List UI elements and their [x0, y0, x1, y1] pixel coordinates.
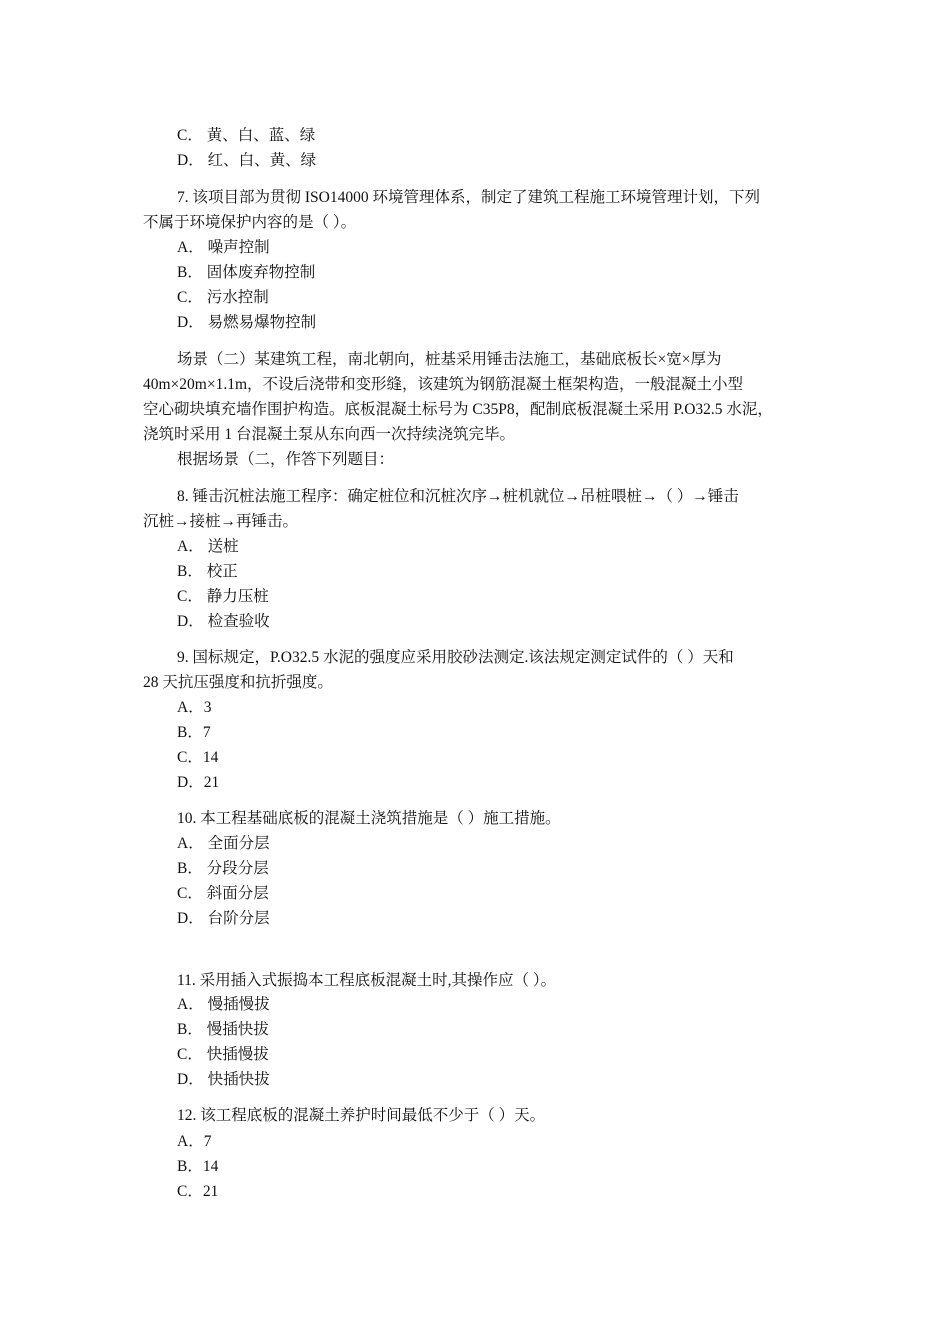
q12-stem: 12. 该工程底板的混凝土养护时间最低不少于（ ）天。 [177, 1107, 546, 1124]
q12-option-c: C．21 [177, 1183, 219, 1200]
scenario2-instruction: 根据场景（二，作答下列题目： [177, 451, 395, 468]
q9-option-c: C．14 [177, 749, 219, 766]
q12-option-a: A．7 [177, 1133, 212, 1150]
q7-stem-line2: 不属于环境保护内容的是（ ）。 [143, 214, 357, 231]
q7-stem-line1: 7. 该项目部为贯彻 ISO14000 环境管理体系，制定了建筑工程施工环境管理计划，下列 [177, 189, 760, 206]
scenario2-line2: 40m×20m×1.1m，不设后浇带和变形缝，该建筑为钢筋混凝土框架构造，一般混凝土小型 [143, 376, 744, 393]
q11-option-b: B． 慢插快拔 [177, 1021, 269, 1038]
q11-stem: 11. 采用插入式振捣本工程底板混凝土时,其操作应（ ）。 [177, 972, 557, 989]
q10-option-d: D． 台阶分层 [177, 910, 270, 927]
scenario2-line1: 场景（二）某建筑工程，南北朝向，桩基采用锤击法施工，基础底板长×宽×厚为 [177, 351, 722, 368]
q6-option-d: D． 红、白、黄、绿 [177, 152, 317, 169]
q11-option-c: C． 快插慢拔 [177, 1046, 269, 1063]
q11-option-d: D． 快插快拔 [177, 1071, 270, 1088]
q8-option-d: D． 检查验收 [177, 613, 270, 630]
q10-stem: 10. 本工程基础底板的混凝土浇筑措施是（ ）施工措施。 [177, 810, 561, 827]
q9-option-a: A．3 [177, 699, 212, 716]
q8-option-b: B． 校正 [177, 563, 238, 580]
q7-option-d: D． 易燃易爆物控制 [177, 314, 317, 331]
q11-option-a: A． 慢插慢拔 [177, 996, 270, 1013]
q9-option-b: B．7 [177, 724, 211, 741]
q6-option-c: C． 黄、白、蓝、绿 [177, 127, 316, 144]
q8-stem-line2: 沉桩→接桩→再锤击。 [143, 513, 299, 530]
q9-stem-line1: 9. 国标规定，P.O32.5 水泥的强度应采用胶砂法测定.该法规定测定试件的（ ）天和 [177, 649, 734, 666]
q10-option-b: B． 分段分层 [177, 860, 269, 877]
scenario2-line3: 空心砌块填充墙作围护构造。底板混凝土标号为 C35P8，配制底板混凝土采用 P.O32.5 水泥， [143, 401, 773, 418]
q8-option-a: A． 送桩 [177, 538, 239, 555]
q7-option-c: C． 污水控制 [177, 289, 269, 306]
q10-option-a: A． 全面分层 [177, 835, 270, 852]
q8-option-c: C． 静力压桩 [177, 588, 269, 605]
scenario2-line4: 浇筑时采用 1 台混凝土泵从东向西一次持续浇筑完毕。 [143, 426, 516, 443]
q9-option-d: D．21 [177, 774, 220, 791]
q8-stem-line1: 8. 锤击沉桩法施工程序：确定桩位和沉桩次序→桩机就位→吊桩喂桩→（ ）→锤击 [177, 488, 739, 505]
q12-option-b: B．14 [177, 1158, 219, 1175]
q7-option-a: A． 噪声控制 [177, 239, 270, 256]
q10-option-c: C． 斜面分层 [177, 885, 269, 902]
q7-option-b: B． 固体废弃物控制 [177, 264, 316, 281]
q9-stem-line2: 28 天抗压强度和抗折强度。 [143, 674, 333, 691]
